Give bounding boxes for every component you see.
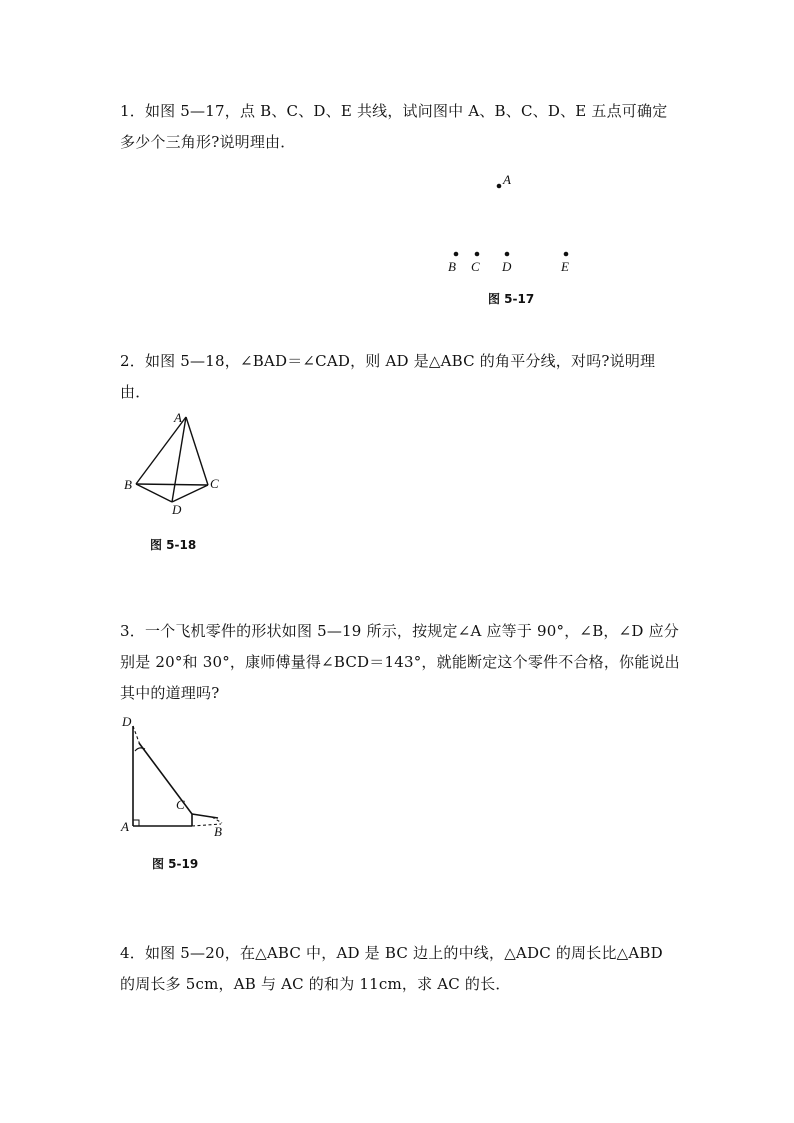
dashed-extension-d — [133, 726, 140, 745]
label-b: B — [124, 477, 132, 492]
label-c: C — [210, 476, 219, 491]
edge-c-to-b — [192, 814, 218, 818]
point-d — [505, 252, 510, 257]
label-d: D — [502, 259, 512, 274]
label-c: C — [471, 259, 480, 274]
question-3: 3．一个飞机零件的形状如图 5—19 所示，按规定∠A 应等于 90°，∠B，∠D 应分别是 20°和 30°，康师傅量得∠BCD＝143°，就能断定这个零件不合格，你能说出其中的道理吗? — [120, 622, 680, 702]
label-a: A — [174, 410, 182, 425]
edge-ad — [172, 417, 186, 502]
point-b — [454, 252, 459, 257]
question-1: 1．如图 5—17，点 B、C、D、E 共线，试问图中 A、B、C、D、E 五点可确定多少个三角形?说明理由． — [120, 102, 668, 151]
figure-caption-5-18: 图 5-18 — [150, 538, 197, 552]
figure-5-19 — [118, 710, 233, 845]
label-c: C — [176, 797, 185, 812]
figure-caption-5-17: 图 5-17 — [488, 292, 535, 306]
label-e: E — [561, 259, 569, 274]
label-a: A — [503, 172, 511, 187]
edge-bd — [136, 484, 172, 502]
right-angle-mark — [133, 820, 139, 826]
figure-caption-5-19: 图 5-19 — [152, 857, 199, 871]
edge-part-outline — [139, 743, 192, 826]
edge-bc — [136, 484, 208, 485]
point-a — [497, 184, 502, 189]
label-a: A — [121, 819, 129, 834]
question-4: 4．如图 5—20，在△ABC 中，AD 是 BC 边上的中线，△ADC 的周长比△ABD 的周长多 5cm，AB 与 AC 的和为 11cm，求 AC 的长． — [120, 944, 663, 993]
label-b: B — [448, 259, 456, 274]
figure-5-18 — [120, 405, 230, 520]
figure-5-17 — [440, 170, 590, 280]
point-c — [475, 252, 480, 257]
label-d: D — [122, 714, 132, 729]
label-b: B — [214, 824, 222, 839]
point-e — [564, 252, 569, 257]
edge-ab — [136, 417, 186, 484]
edge-ac — [186, 417, 208, 485]
question-2: 2．如图 5—18，∠BAD＝∠CAD，则 AD 是△ABC 的角平分线，对吗?说明理由． — [120, 352, 656, 401]
edge-dc — [172, 485, 208, 502]
label-d: D — [172, 502, 182, 517]
